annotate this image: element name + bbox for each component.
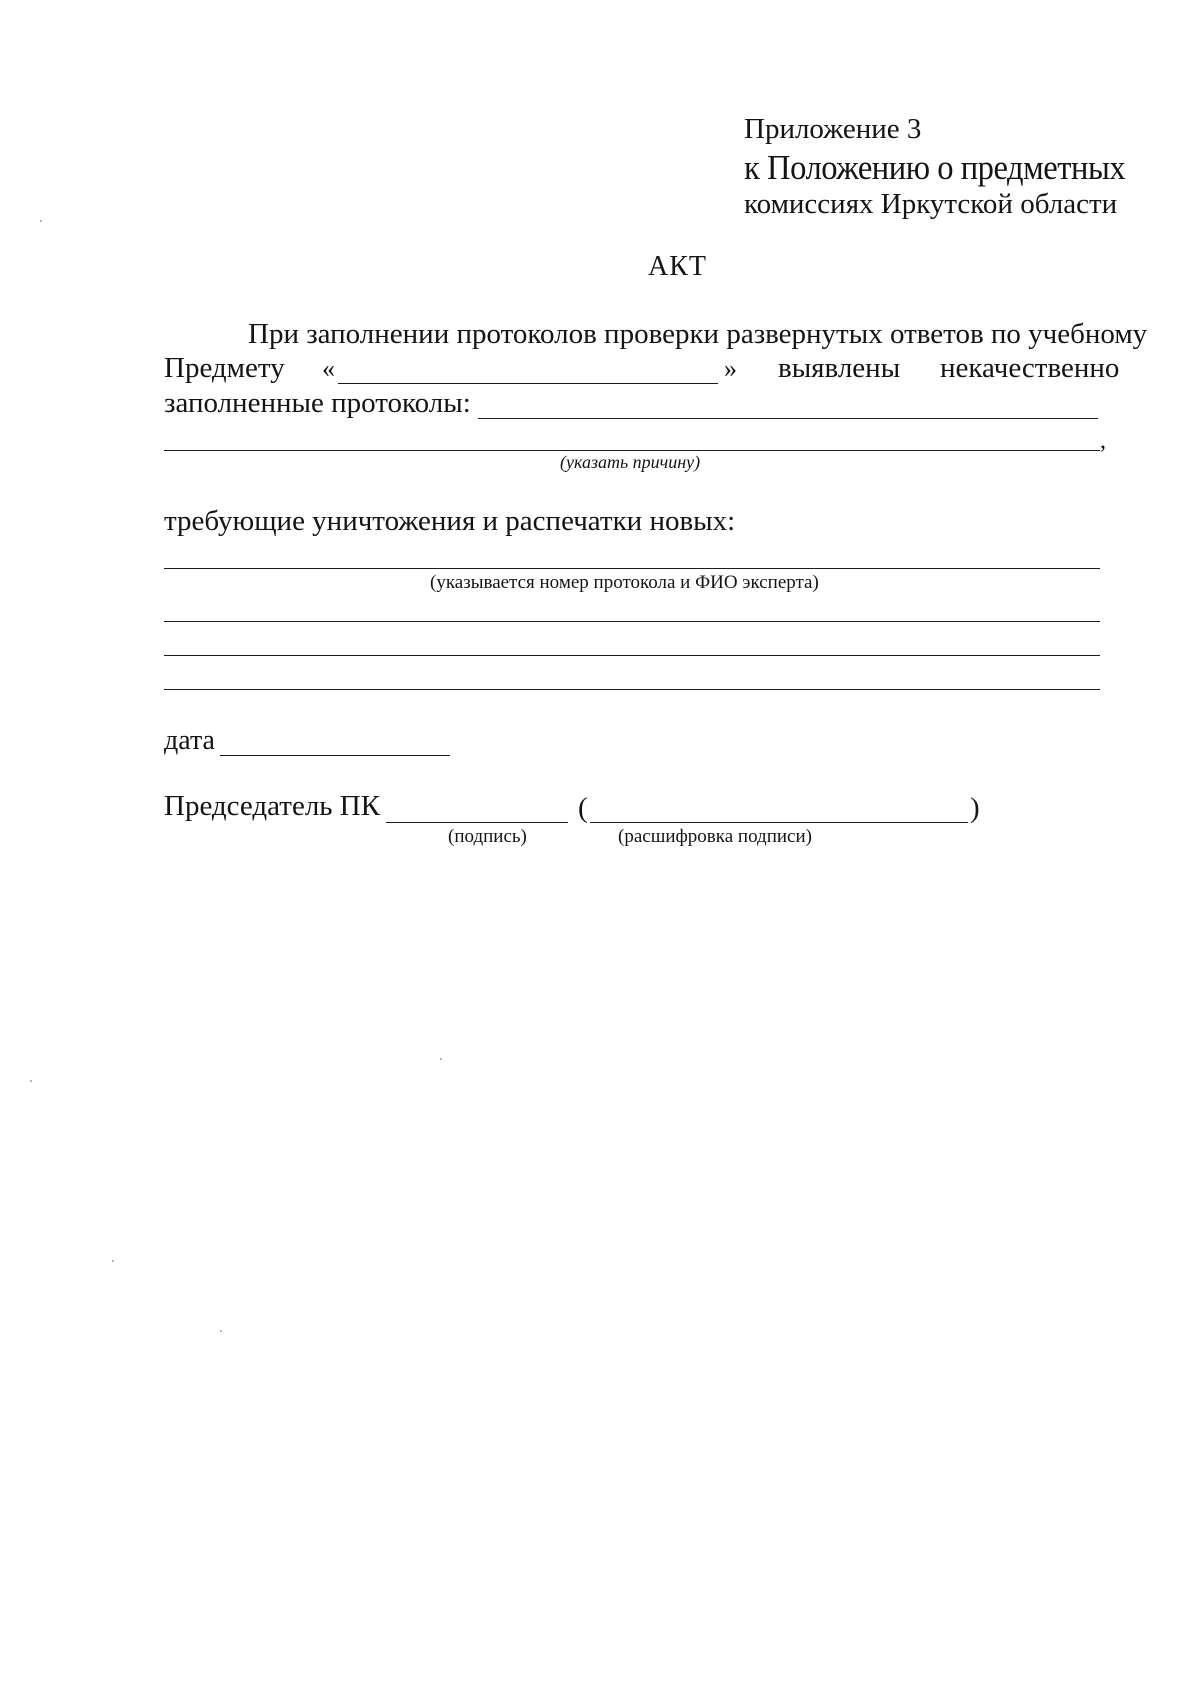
reason-blank-line[interactable]: [164, 450, 1100, 451]
word-vyyavleny: выявлены: [778, 352, 901, 384]
date-blank-line[interactable]: [220, 755, 450, 756]
signature-decoding-blank-line[interactable]: [590, 822, 968, 823]
quote-open: «: [322, 354, 335, 383]
scan-speck: [440, 1058, 442, 1060]
protocol-blank-line-1[interactable]: [164, 568, 1100, 569]
signature-decoding-hint: (расшифровка подписи): [618, 826, 812, 847]
quote-close: »: [724, 354, 737, 383]
chairman-label: Председатель ПК: [164, 790, 381, 822]
protocol-blank-line-4[interactable]: [164, 689, 1100, 690]
paren-open: (: [578, 792, 588, 824]
word-nekachestvenno: некачественно: [940, 352, 1120, 384]
paren-close: ): [970, 792, 980, 824]
comma: ,: [1100, 428, 1106, 454]
signature-hint: (подпись): [448, 826, 527, 847]
date-label: дата: [164, 725, 215, 756]
paragraph-line-1: При заполнении протоколов проверки развернутых ответов по учебному: [248, 318, 1148, 350]
subject-blank-line[interactable]: [338, 383, 718, 384]
scan-speck: [220, 1330, 222, 1332]
document-title: АКТ: [648, 251, 707, 282]
word-predmet: Предмету: [164, 352, 285, 384]
protocol-blank-line-3[interactable]: [164, 655, 1100, 656]
word-zapolnennye-protokoly: заполненные протоколы:: [164, 387, 471, 419]
scan-speck: [112, 1260, 114, 1262]
scan-speck: [30, 1080, 32, 1082]
appendix-reference-cont: комиссиях Иркутской области: [744, 188, 1118, 220]
scan-speck: [40, 220, 42, 222]
protocols-blank-line[interactable]: [478, 418, 1098, 419]
signature-blank-line[interactable]: [386, 822, 568, 823]
appendix-number: Приложение 3: [744, 113, 922, 145]
requiring-text: требующие уничтожения и распечатки новых:: [164, 505, 736, 537]
protocol-hint: (указывается номер протокола и ФИО эксперта): [430, 572, 819, 593]
appendix-reference: к Положению о предметных: [744, 148, 1126, 187]
reason-hint: (указать причину): [560, 452, 701, 472]
protocol-blank-line-2[interactable]: [164, 621, 1100, 622]
